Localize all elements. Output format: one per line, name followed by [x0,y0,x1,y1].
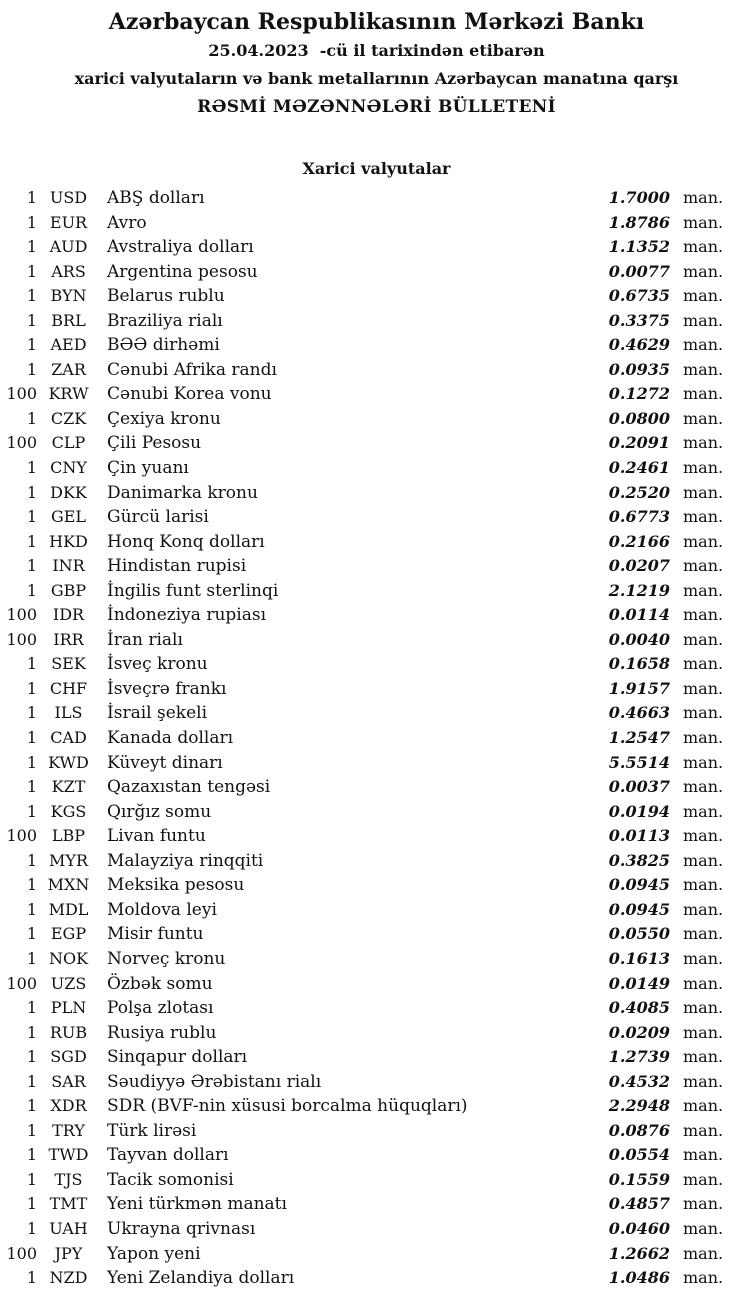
rate-value-cell: 1.1352 [608,237,670,257]
table-row [0,1119,753,1144]
currency-code-cell: JPY [54,1243,83,1263]
currency-code-cell: ZAR [51,359,86,379]
unit-cell: man. [683,507,724,527]
quantity-cell: 100 [6,433,37,453]
currency-name-cell: Ukrayna qrivnası [107,1218,256,1239]
currency-code-cell: IRR [53,629,84,649]
table-row [0,505,753,530]
rate-value-cell: 0.0037 [608,777,670,797]
rate-value-cell: 0.4629 [608,335,670,355]
rate-value-cell: 0.1272 [608,384,670,404]
exchange-rates-table [0,186,753,1291]
currency-code-cell: AED [50,335,87,355]
unit-cell: man. [683,212,724,232]
unit-cell: man. [683,924,724,944]
unit-cell: man. [683,556,724,576]
quantity-cell: 100 [6,629,37,649]
rate-value-cell: 0.0550 [608,924,670,944]
currency-name-cell: Yeni türkmən manatı [107,1194,287,1215]
quantity-cell: 1 [26,703,37,723]
currency-code-cell: UZS [50,973,87,993]
bank-name-title: Azərbaycan Respublikasının Mərkəzi Bankı [108,9,645,35]
quantity-cell: 1 [26,678,37,698]
rate-value-cell: 0.0194 [608,801,670,821]
rate-value-cell: 1.2739 [608,1047,670,1067]
rate-value-cell: 0.1658 [608,654,670,674]
rate-value-cell: 0.1559 [608,1169,670,1189]
table-row [0,456,753,481]
currency-name-cell: Misir funtu [107,924,204,945]
quantity-cell: 1 [26,924,37,944]
rate-value-cell: 0.0040 [608,629,670,649]
rate-value-cell: 0.4857 [608,1194,670,1214]
unit-cell: man. [683,875,724,895]
table-row [0,1021,753,1046]
quantity-cell: 1 [26,507,37,527]
table-row [0,898,753,923]
table-row [0,309,753,334]
rate-value-cell: 0.4085 [608,998,670,1018]
unit-cell: man. [683,998,724,1018]
rate-value-cell: 0.2166 [608,531,670,551]
table-row [0,333,753,358]
currency-name-cell: Moldova leyi [107,899,217,920]
table-row [0,726,753,751]
currency-code-cell: CLP [51,433,86,453]
unit-cell: man. [683,605,724,625]
currency-name-cell: Çin yuanı [107,458,189,479]
rate-value-cell: 0.6773 [608,507,670,527]
currency-name-cell: İran rialı [107,629,183,650]
currency-code-cell: UAH [49,1218,88,1238]
currency-name-cell: SDR (BVF-nin xüsusi borcalma hüquqları) [107,1096,468,1117]
currency-code-cell: TRY [52,1120,85,1140]
currency-code-cell: XDR [50,1096,87,1116]
currency-code-cell: GBP [50,580,87,600]
table-row [0,800,753,825]
table-row [0,701,753,726]
table-row [0,628,753,653]
unit-cell: man. [683,826,724,846]
quantity-cell: 1 [26,1120,37,1140]
currency-name-cell: Cənubi Afrika randı [107,359,277,380]
rate-value-cell: 0.6735 [608,286,670,306]
currency-name-cell: Səudiyyə Ərəbistanı rialı [107,1071,322,1092]
currency-name-cell: Qazaxıstan tengəsi [107,777,271,798]
currency-name-cell: Yeni Zelandiya dolları [107,1268,295,1289]
unit-cell: man. [683,1022,724,1042]
unit-cell: man. [683,261,724,281]
quantity-cell: 1 [26,458,37,478]
unit-cell: man. [683,188,724,207]
quantity-cell: 1 [26,1096,37,1116]
unit-cell: man. [683,359,724,379]
table-row [0,1070,753,1095]
currency-code-cell: KRW [48,384,89,404]
unit-cell: man. [683,973,724,993]
unit-cell: man. [683,1268,724,1288]
currency-code-cell: NOK [48,948,89,968]
currency-name-cell: BƏƏ dirhəmi [107,335,220,356]
table-row [0,996,753,1021]
unit-cell: man. [683,433,724,453]
currency-code-cell: NZD [49,1268,88,1288]
currency-name-cell: Sinqapur dolları [107,1047,248,1068]
unit-cell: man. [683,408,724,428]
rate-value-cell: 0.0113 [608,826,670,846]
rate-value-cell: 2.2948 [608,1096,670,1116]
currency-code-cell: BYN [50,286,87,306]
quantity-cell: 1 [26,654,37,674]
unit-cell: man. [683,237,724,257]
unit-cell: man. [683,482,724,502]
currency-name-cell: Tacik somonisi [107,1169,234,1190]
table-row [0,1217,753,1242]
quantity-cell: 1 [26,1145,37,1165]
unit-cell: man. [683,899,724,919]
unit-cell: man. [683,948,724,968]
unit-cell: man. [683,1169,724,1189]
quantity-cell: 1 [26,359,37,379]
quantity-cell: 1 [26,998,37,1018]
rate-value-cell: 0.0945 [608,875,670,895]
currency-name-cell: Avstraliya dolları [107,237,254,258]
currency-code-cell: GEL [50,507,87,527]
unit-cell: man. [683,286,724,306]
quantity-cell: 1 [26,212,37,232]
quantity-cell: 1 [26,1194,37,1214]
currency-code-cell: ILS [54,703,83,723]
currency-name-cell: Yapon yeni [107,1243,201,1264]
currency-code-cell: DKK [50,482,87,502]
unit-cell: man. [683,678,724,698]
quantity-cell: 1 [26,1071,37,1091]
currency-code-cell: ARS [51,261,86,281]
unit-cell: man. [683,629,724,649]
rate-value-cell: 1.7000 [608,188,670,207]
unit-cell: man. [683,1145,724,1165]
quantity-cell: 1 [26,482,37,502]
quantity-cell: 100 [6,973,37,993]
table-row [0,431,753,456]
quantity-cell: 100 [6,605,37,625]
currency-name-cell: Belarus rublu [107,286,225,307]
bulletin-header [0,0,753,121]
currency-name-cell: Kanada dolları [107,728,234,749]
unit-cell: man. [683,580,724,600]
currency-name-cell: İndoneziya rupiası [107,605,267,626]
rate-value-cell: 0.4532 [608,1071,670,1091]
currency-name-cell: Qırğız somu [107,801,212,822]
rate-value-cell: 0.0800 [608,408,670,428]
table-row [0,873,753,898]
unit-cell: man. [683,310,724,330]
bulletin-title: RƏSMİ MƏZƏNNƏLƏRİ BÜLLETENİ [197,97,556,117]
currency-name-cell: İngilis funt sterlinqi [107,580,279,601]
quantity-cell: 1 [26,875,37,895]
currency-code-cell: SAR [51,1071,86,1091]
currency-code-cell: KZT [51,777,86,797]
currency-code-cell: LBP [51,826,86,846]
currency-name-cell: Braziliya rialı [107,310,223,331]
rate-value-cell: 1.0486 [608,1268,670,1288]
unit-cell: man. [683,801,724,821]
quantity-cell: 1 [26,335,37,355]
quantity-cell: 100 [6,1243,37,1263]
table-row [0,1266,753,1291]
rate-value-cell: 0.0554 [608,1145,670,1165]
rate-value-cell: 0.3825 [608,850,670,870]
unit-cell: man. [683,384,724,404]
quantity-cell: 1 [26,850,37,870]
rate-value-cell: 0.0114 [608,605,670,625]
quantity-cell: 1 [26,801,37,821]
currency-code-cell: CZK [50,408,87,428]
rate-value-cell: 1.2547 [608,728,670,748]
currency-code-cell: EGP [50,924,87,944]
currency-name-cell: Meksika pesosu [107,875,245,896]
currency-code-cell: IDR [52,605,85,625]
quantity-cell: 1 [26,531,37,551]
rate-value-cell: 2.1219 [608,580,670,600]
currency-name-cell: Türk lirəsi [107,1120,197,1141]
quantity-cell: 1 [26,1218,37,1238]
rate-value-cell: 0.0207 [608,556,670,576]
quantity-cell: 100 [6,826,37,846]
unit-cell: man. [683,1096,724,1116]
table-row [0,775,753,800]
currency-name-cell: Danimarka kronu [107,482,258,503]
currency-name-cell: İsveçrə frankı [107,678,227,699]
rate-value-cell: 5.5514 [608,752,670,772]
rate-value-cell: 0.4663 [608,703,670,723]
rate-value-cell: 0.2520 [608,482,670,502]
unit-cell: man. [683,1194,724,1214]
unit-cell: man. [683,777,724,797]
quantity-cell: 1 [26,310,37,330]
table-row [0,849,753,874]
rate-value-cell: 0.0209 [608,1022,670,1042]
table-row [0,603,753,628]
currency-name-cell: Malayziya rinqqiti [107,850,264,871]
currency-name-cell: Avro [107,212,147,233]
quantity-cell: 1 [26,188,37,207]
table-row [0,530,753,555]
unit-cell: man. [683,1243,724,1263]
rate-value-cell: 0.0876 [608,1120,670,1140]
table-row [0,1094,753,1119]
unit-cell: man. [683,728,724,748]
currency-code-cell: TJS [54,1169,83,1189]
quantity-cell: 1 [26,556,37,576]
currency-name-cell: İsveç kronu [107,654,208,675]
currency-code-cell: TMT [49,1194,88,1214]
unit-cell: man. [683,850,724,870]
currency-name-cell: Özbək somu [107,973,213,994]
rate-value-cell: 0.0935 [608,359,670,379]
table-row [0,481,753,506]
currency-name-cell: ABŞ dolları [107,188,205,208]
table-row [0,751,753,776]
currency-code-cell: SGD [50,1047,87,1067]
table-row [0,260,753,285]
table-row [0,1045,753,1070]
quantity-cell: 1 [26,1047,37,1067]
table-row [0,382,753,407]
unit-cell: man. [683,752,724,772]
table-row [0,235,753,260]
currency-code-cell: CNY [50,458,87,478]
table-row [0,358,753,383]
currency-name-cell: Cənubi Korea vonu [107,384,272,405]
unit-cell: man. [683,1047,724,1067]
table-row [0,947,753,972]
currency-name-cell: Polşa zlotası [107,998,214,1019]
currency-name-cell: Hindistan rupisi [107,556,247,577]
section-title-foreign-currencies: Xarici valyutalar [302,159,451,178]
currency-code-cell: MDL [48,899,89,919]
currency-code-cell: USD [49,188,88,207]
quantity-cell: 1 [26,752,37,772]
unit-cell: man. [683,654,724,674]
rate-value-cell: 0.0945 [608,899,670,919]
currency-code-cell: MXN [47,875,90,895]
quantity-cell: 1 [26,408,37,428]
currency-code-cell: AUD [49,237,88,257]
table-row [0,1192,753,1217]
currency-code-cell: HKD [49,531,88,551]
table-row [0,922,753,947]
quantity-cell: 1 [26,580,37,600]
currency-code-cell: KWD [48,752,89,772]
table-row [0,1143,753,1168]
currency-name-cell: İsrail şekeli [107,703,207,724]
quantity-cell: 1 [26,237,37,257]
table-row [0,186,753,211]
table-row [0,1242,753,1267]
unit-cell: man. [683,1218,724,1238]
table-row [0,1168,753,1193]
unit-cell: man. [683,531,724,551]
rate-value-cell: 0.0077 [608,261,670,281]
quantity-cell: 1 [26,777,37,797]
unit-cell: man. [683,335,724,355]
currency-code-cell: CAD [50,728,87,748]
quantity-cell: 1 [26,1022,37,1042]
unit-cell: man. [683,1071,724,1091]
quantity-cell: 1 [26,728,37,748]
unit-cell: man. [683,458,724,478]
currency-code-cell: BRL [51,310,86,330]
table-row [0,824,753,849]
rate-value-cell: 0.2461 [608,458,670,478]
currency-name-cell: Çili Pesosu [107,433,202,454]
currency-name-cell: Küveyt dinarı [107,752,223,773]
currency-code-cell: EUR [49,212,88,232]
table-row [0,579,753,604]
currency-name-cell: Norveç kronu [107,948,226,969]
table-row [0,554,753,579]
quantity-cell: 1 [26,1268,37,1288]
rate-value-cell: 1.9157 [608,678,670,698]
currency-name-cell: Çexiya kronu [107,408,221,429]
quantity-cell: 1 [26,286,37,306]
table-row [0,211,753,236]
currency-name-cell: Tayvan dolları [107,1145,229,1166]
rate-value-cell: 0.3375 [608,310,670,330]
bulletin-subtitle: xarici valyutaların və bank metallarının Azərbaycan manatına qarşı [74,69,679,88]
table-row [0,652,753,677]
currency-code-cell: RUB [49,1022,88,1042]
currency-code-cell: CHF [49,678,88,698]
currency-name-cell: Honq Konq dolları [107,531,265,552]
currency-code-cell: KGS [50,801,87,821]
quantity-cell: 1 [26,1169,37,1189]
table-row [0,677,753,702]
currency-name-cell: Livan funtu [107,826,206,847]
effective-date-line: 25.04.2023 -cü il tarixindən etibarən [208,41,545,60]
rate-value-cell: 0.2091 [608,433,670,453]
table-row [0,284,753,309]
unit-cell: man. [683,703,724,723]
quantity-cell: 1 [26,948,37,968]
currency-code-cell: MYR [49,850,88,870]
rate-value-cell: 1.8786 [608,212,670,232]
table-row [0,407,753,432]
currency-name-cell: Rusiya rublu [107,1022,217,1043]
quantity-cell: 1 [26,899,37,919]
currency-name-cell: Gürcü larisi [107,507,209,528]
quantity-cell: 100 [6,384,37,404]
quantity-cell: 1 [26,261,37,281]
rate-value-cell: 0.0460 [608,1218,670,1238]
currency-code-cell: TWD [48,1145,89,1165]
rate-value-cell: 0.0149 [608,973,670,993]
currency-code-cell: PLN [50,998,87,1018]
rate-value-cell: 0.1613 [608,948,670,968]
currency-code-cell: SEK [51,654,86,674]
table-row [0,972,753,997]
rate-value-cell: 1.2662 [608,1243,670,1263]
currency-name-cell: Argentina pesosu [107,261,258,282]
currency-code-cell: INR [52,556,85,576]
unit-cell: man. [683,1120,724,1140]
